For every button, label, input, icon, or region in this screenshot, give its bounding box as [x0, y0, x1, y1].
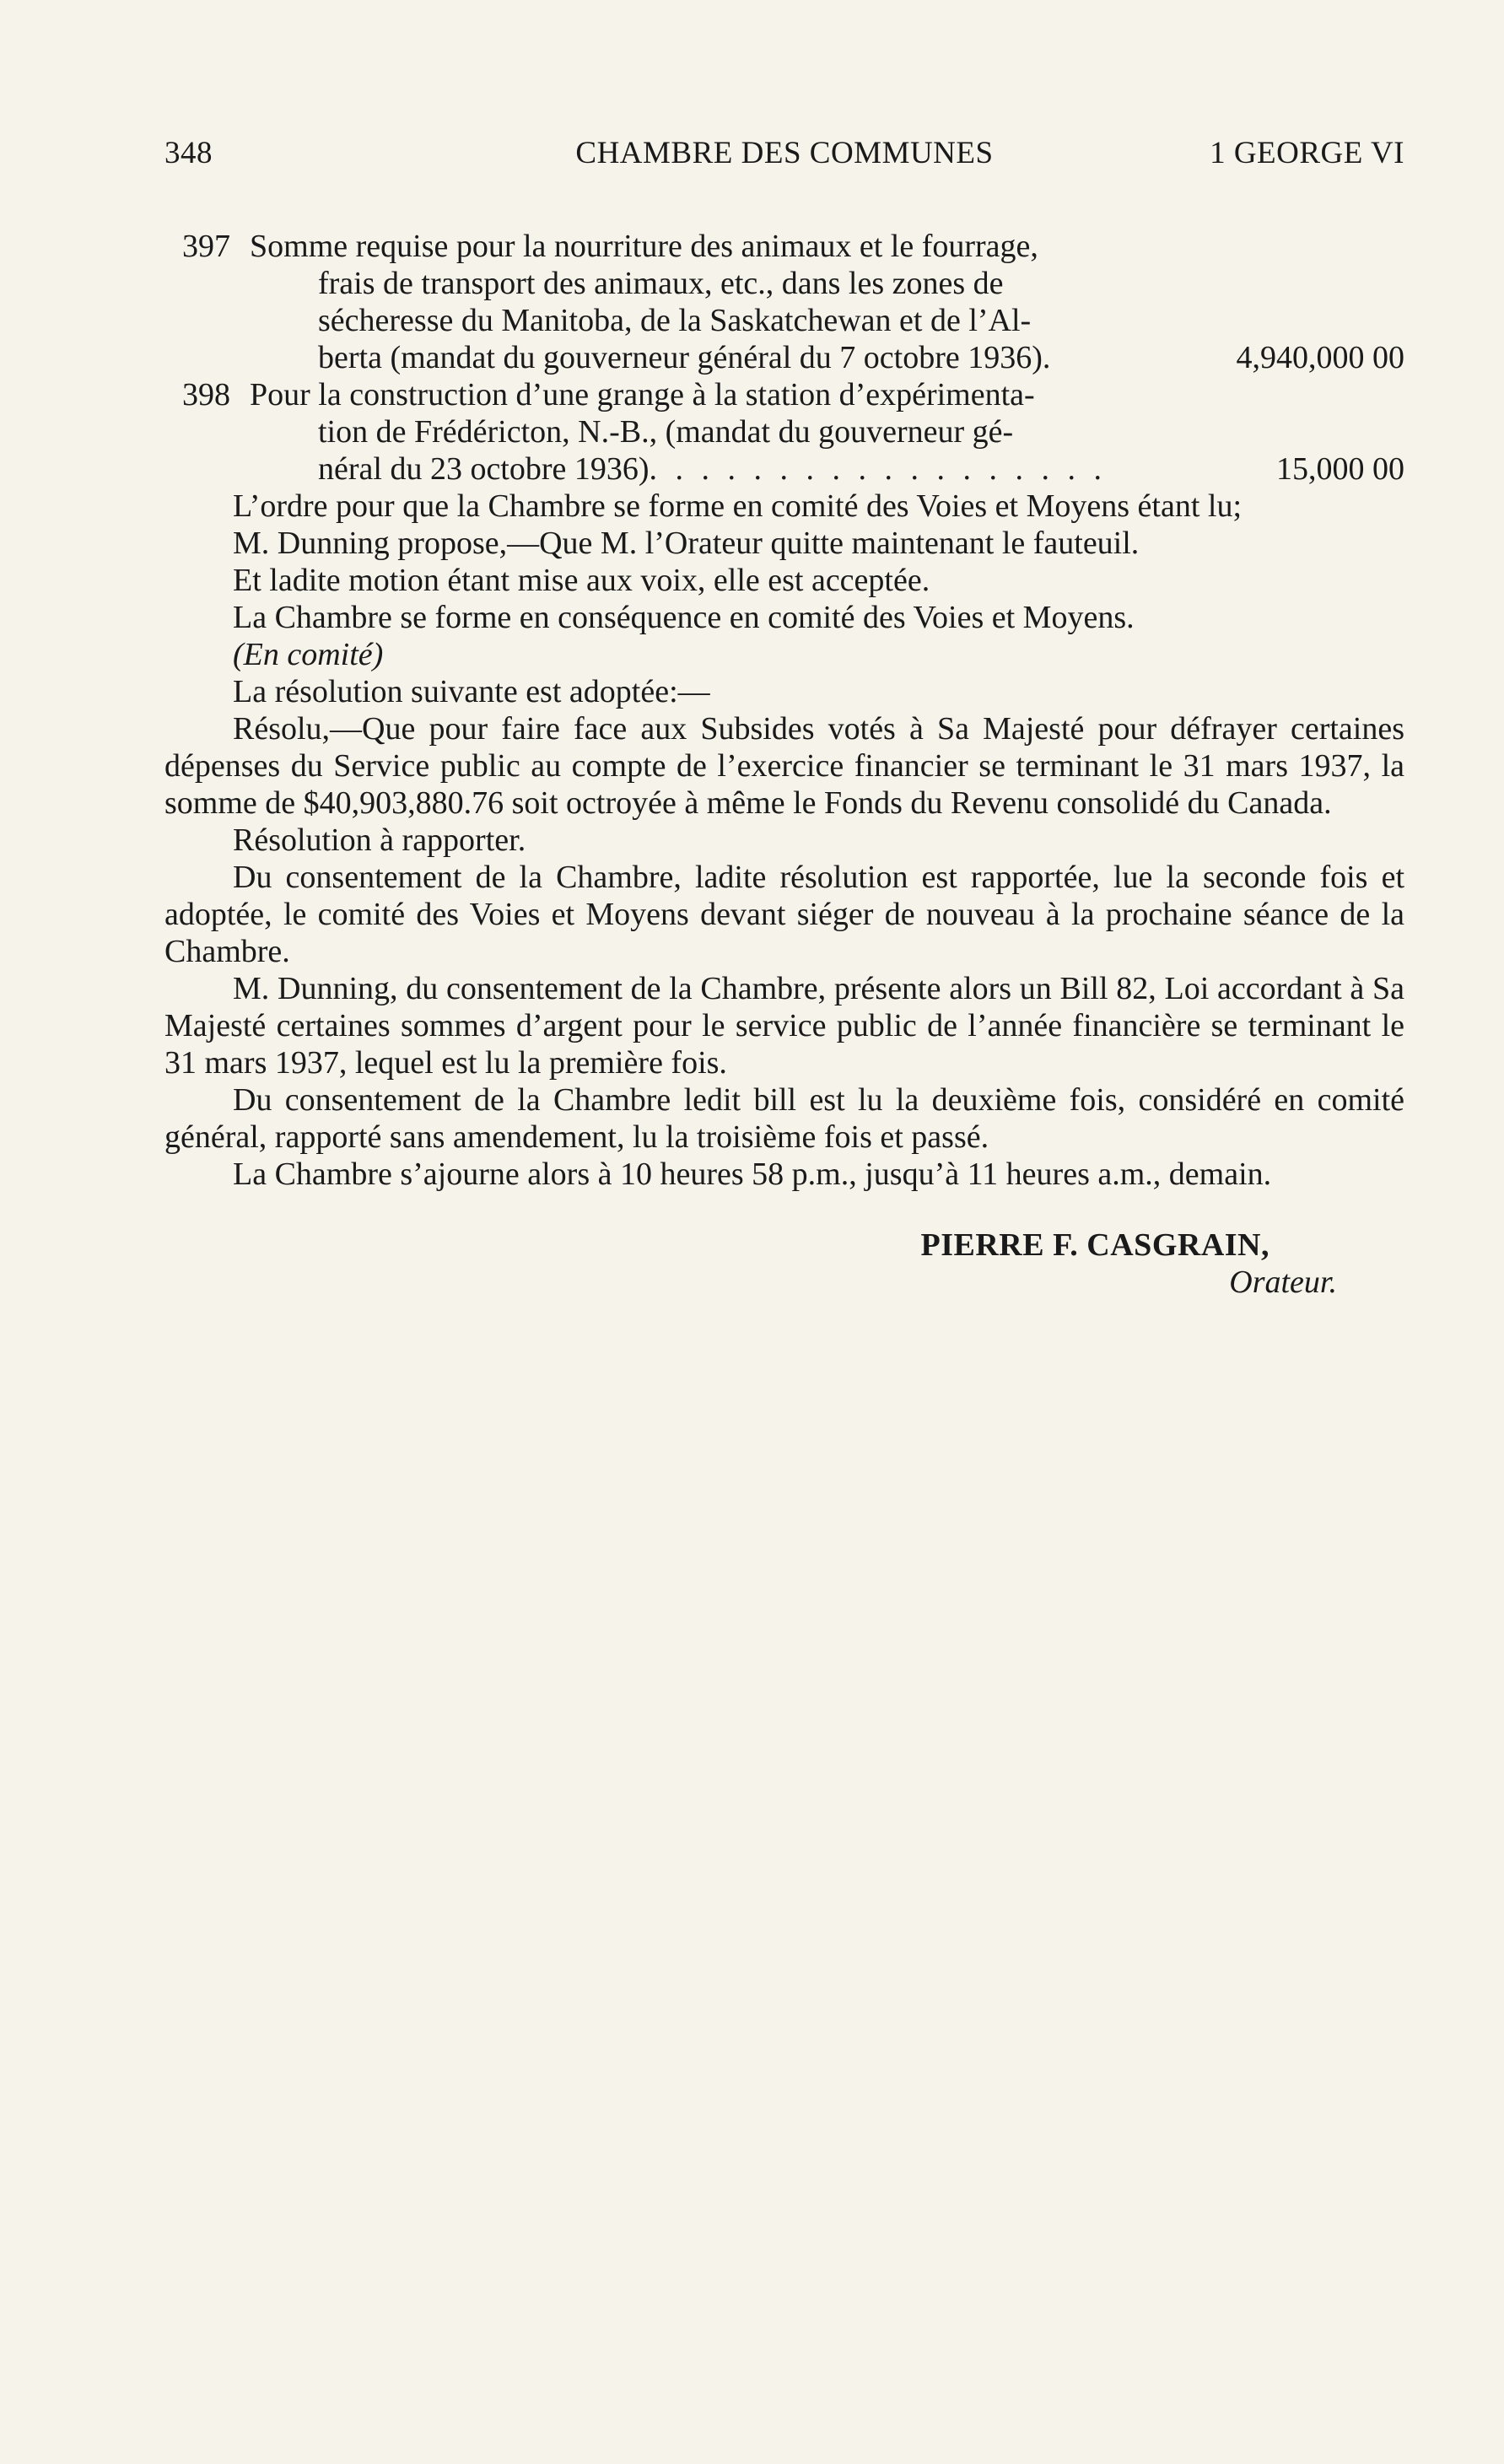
paragraph-resolution-intro: La résolution suivante est adoptée:—	[233, 674, 710, 709]
item-number: 398	[182, 377, 230, 412]
item-amount: 4,940,000 00	[1236, 340, 1404, 375]
item-text: berta (mandat du gouverneur général du 7 octobre 1936).	[318, 340, 1051, 375]
paragraph-report: Du consentement de la Chambre, ladite résolution est rapportée, lue la seconde fois et adoptée, le comité des Voies et Moyens devant siéger de nouveau à la prochaine séance de la Chambre.	[164, 860, 1404, 969]
page-header	[164, 135, 1404, 186]
item-text-line: Pour la construction d’une grange à la station d’expérimenta-	[250, 377, 1035, 412]
speaker-name: PIERRE F. CASGRAIN,	[920, 1227, 1270, 1263]
paragraph-to-report: Résolution à rapporter.	[233, 822, 526, 858]
paragraph-order: L’ordre pour que la Chambre se forme en comité des Voies et Moyens étant lu;	[233, 488, 1242, 524]
estimates-list	[164, 228, 1404, 488]
regnal-year: 1 GEORGE VI	[1210, 136, 1404, 170]
document-page	[164, 135, 1404, 1301]
item-text-line: tion de Frédéricton, N.-B., (mandat du gouverneur gé-	[318, 414, 1014, 450]
item-number: 397	[182, 229, 230, 264]
signature-block	[164, 1227, 1404, 1301]
running-title: CHAMBRE DES COMMUNES	[575, 136, 994, 170]
page-number: 348	[164, 136, 213, 170]
speaker-title: Orateur.	[1229, 1264, 1337, 1300]
dot-leader: . . . . . . . . . . . . . . . . . .	[649, 451, 1108, 487]
item-text-line: sécheresse du Manitoba, de la Saskatchewan et de l’Al-	[318, 303, 1032, 338]
paragraph-committee: La Chambre se forme en conséquence en comité des Voies et Moyens.	[233, 600, 1135, 635]
paragraph-resolution: Résolu,—Que pour faire face aux Subsides votés à Sa Majesté pour défrayer certaines dépenses du Service public au compte de l’exercice financier se terminant le 31 mars 1937, la somme de $40,903,880.76 soit octroyée à même le Fonds du Revenu consolidé du Canada.	[164, 711, 1404, 821]
paragraph-motion: M. Dunning propose,—Que M. l’Orateur quitte maintenant le fauteuil.	[233, 526, 1140, 561]
item-amount: 15,000 00	[1276, 451, 1404, 487]
in-committee-heading: (En comité)	[233, 637, 384, 672]
item-text-line: Somme requise pour la nourriture des animaux et le fourrage,	[250, 229, 1038, 264]
paragraph-bill-passed: Du consentement de la Chambre ledit bill est lu la deuxième fois, considéré en comité général, rapporté sans amendement, lu la troisième fois et passé.	[164, 1082, 1404, 1155]
estimate-item-398	[164, 376, 1404, 488]
item-text-line-last	[250, 339, 1404, 376]
paragraph-motion-accepted: Et ladite motion étant mise aux voix, elle est acceptée.	[233, 563, 930, 598]
estimate-item-397	[164, 228, 1404, 376]
item-text: néral du 23 octobre 1936)	[318, 451, 650, 487]
paragraph-adjournment: La Chambre s’ajourne alors à 10 heures 58 p.m., jusqu’à 11 heures a.m., demain.	[233, 1157, 1272, 1192]
paragraph-bill: M. Dunning, du consentement de la Chambre, présente alors un Bill 82, Loi accordant à Sa Majesté certaines sommes d’argent pour le service public de l’année financière se terminant le 31 mars 1937, lequel est lu la première fois.	[164, 971, 1404, 1081]
item-text-line: frais de transport des animaux, etc., dans les zones de	[318, 266, 1004, 301]
item-text-line-last	[250, 450, 1404, 488]
